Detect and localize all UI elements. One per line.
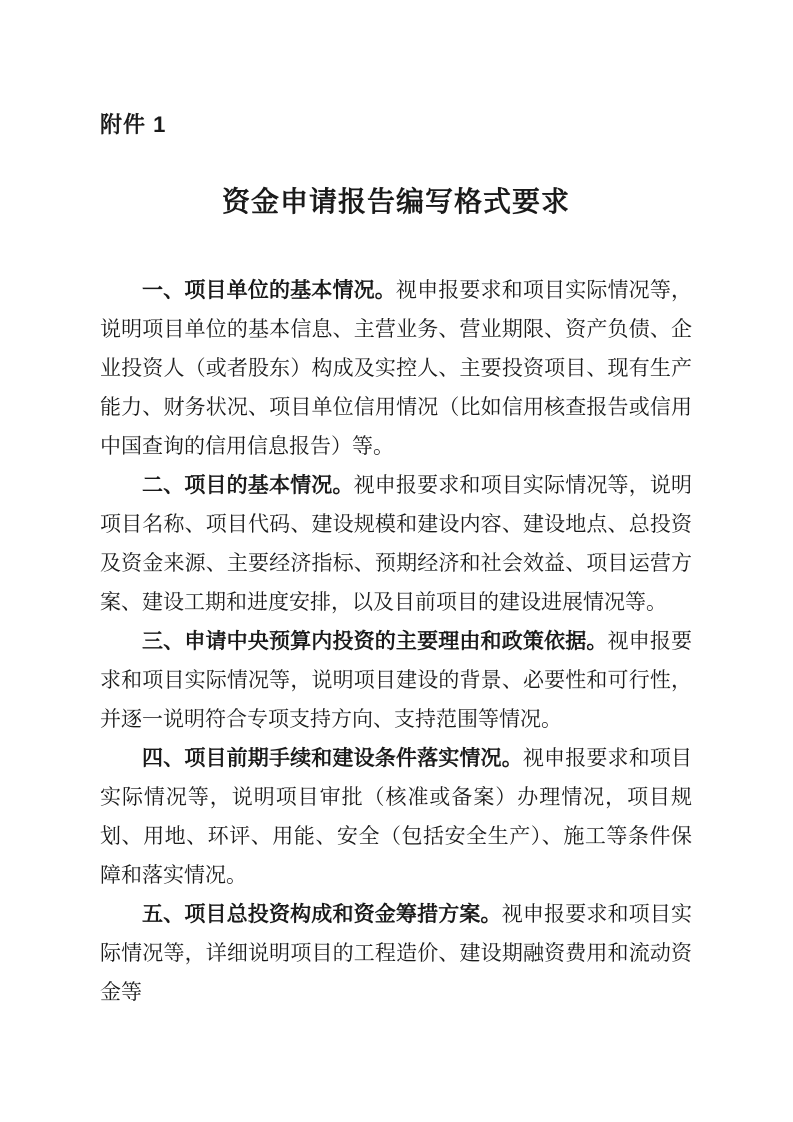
document-body [100,271,692,1012]
paragraph-text: 视申报要求和项目实际情况等，说明项目单位的基本信息、主营业务、营业期限、资产负债、企业投资人（或者股东）构成及实控人、主要投资项目、现有生产能力、财务状况、项目单位信用情况（比如信用核查报告或信用中国查询的信用信息报告）等。 [100,278,693,458]
paragraph-text: 视申报要求和项目实际情况等，详细说明项目的工程造价、建设期融资费用和流动资金等 [100,902,692,1004]
paragraph-text: 视申报要求和项目实际情况等，说明项目建设的背景、必要性和可行性，并逐一说明符合专项支持方向、支持范围等情况。 [100,629,693,731]
paragraph [100,271,692,466]
paragraph-heading: 二、项目的基本情况。 [142,474,354,497]
paragraph [100,622,692,739]
paragraph-heading: 五、项目总投资构成和资金筹措方案。 [142,903,502,926]
paragraph-heading: 三、申请中央预算内投资的主要理由和政策依据。 [142,630,608,653]
paragraph [100,895,692,1012]
paragraph [100,739,692,895]
attachment-label: 附件 1 [100,112,167,137]
paragraph-text: 视申报要求和项目实际情况等，说明项目审批（核准或备案）办理情况，项目规划、用地、环评、用能、安全（包括安全生产）、施工等条件保障和落实情况。 [100,746,693,887]
paragraph [100,466,692,622]
document-title: 资金申请报告编写格式要求 [221,187,570,218]
paragraph-text: 视申报要求和项目实际情况等，说明项目名称、项目代码、建设规模和建设内容、建设地点、总投资及资金来源、主要经济指标、预期经济和社会效益、项目运营方案、建设工期和进度安排，以及目前项目的建设进展情况等。 [100,473,693,614]
paragraph-heading: 一、项目单位的基本情况。 [142,279,396,302]
paragraph-heading: 四、项目前期手续和建设条件落实情况。 [142,747,523,770]
